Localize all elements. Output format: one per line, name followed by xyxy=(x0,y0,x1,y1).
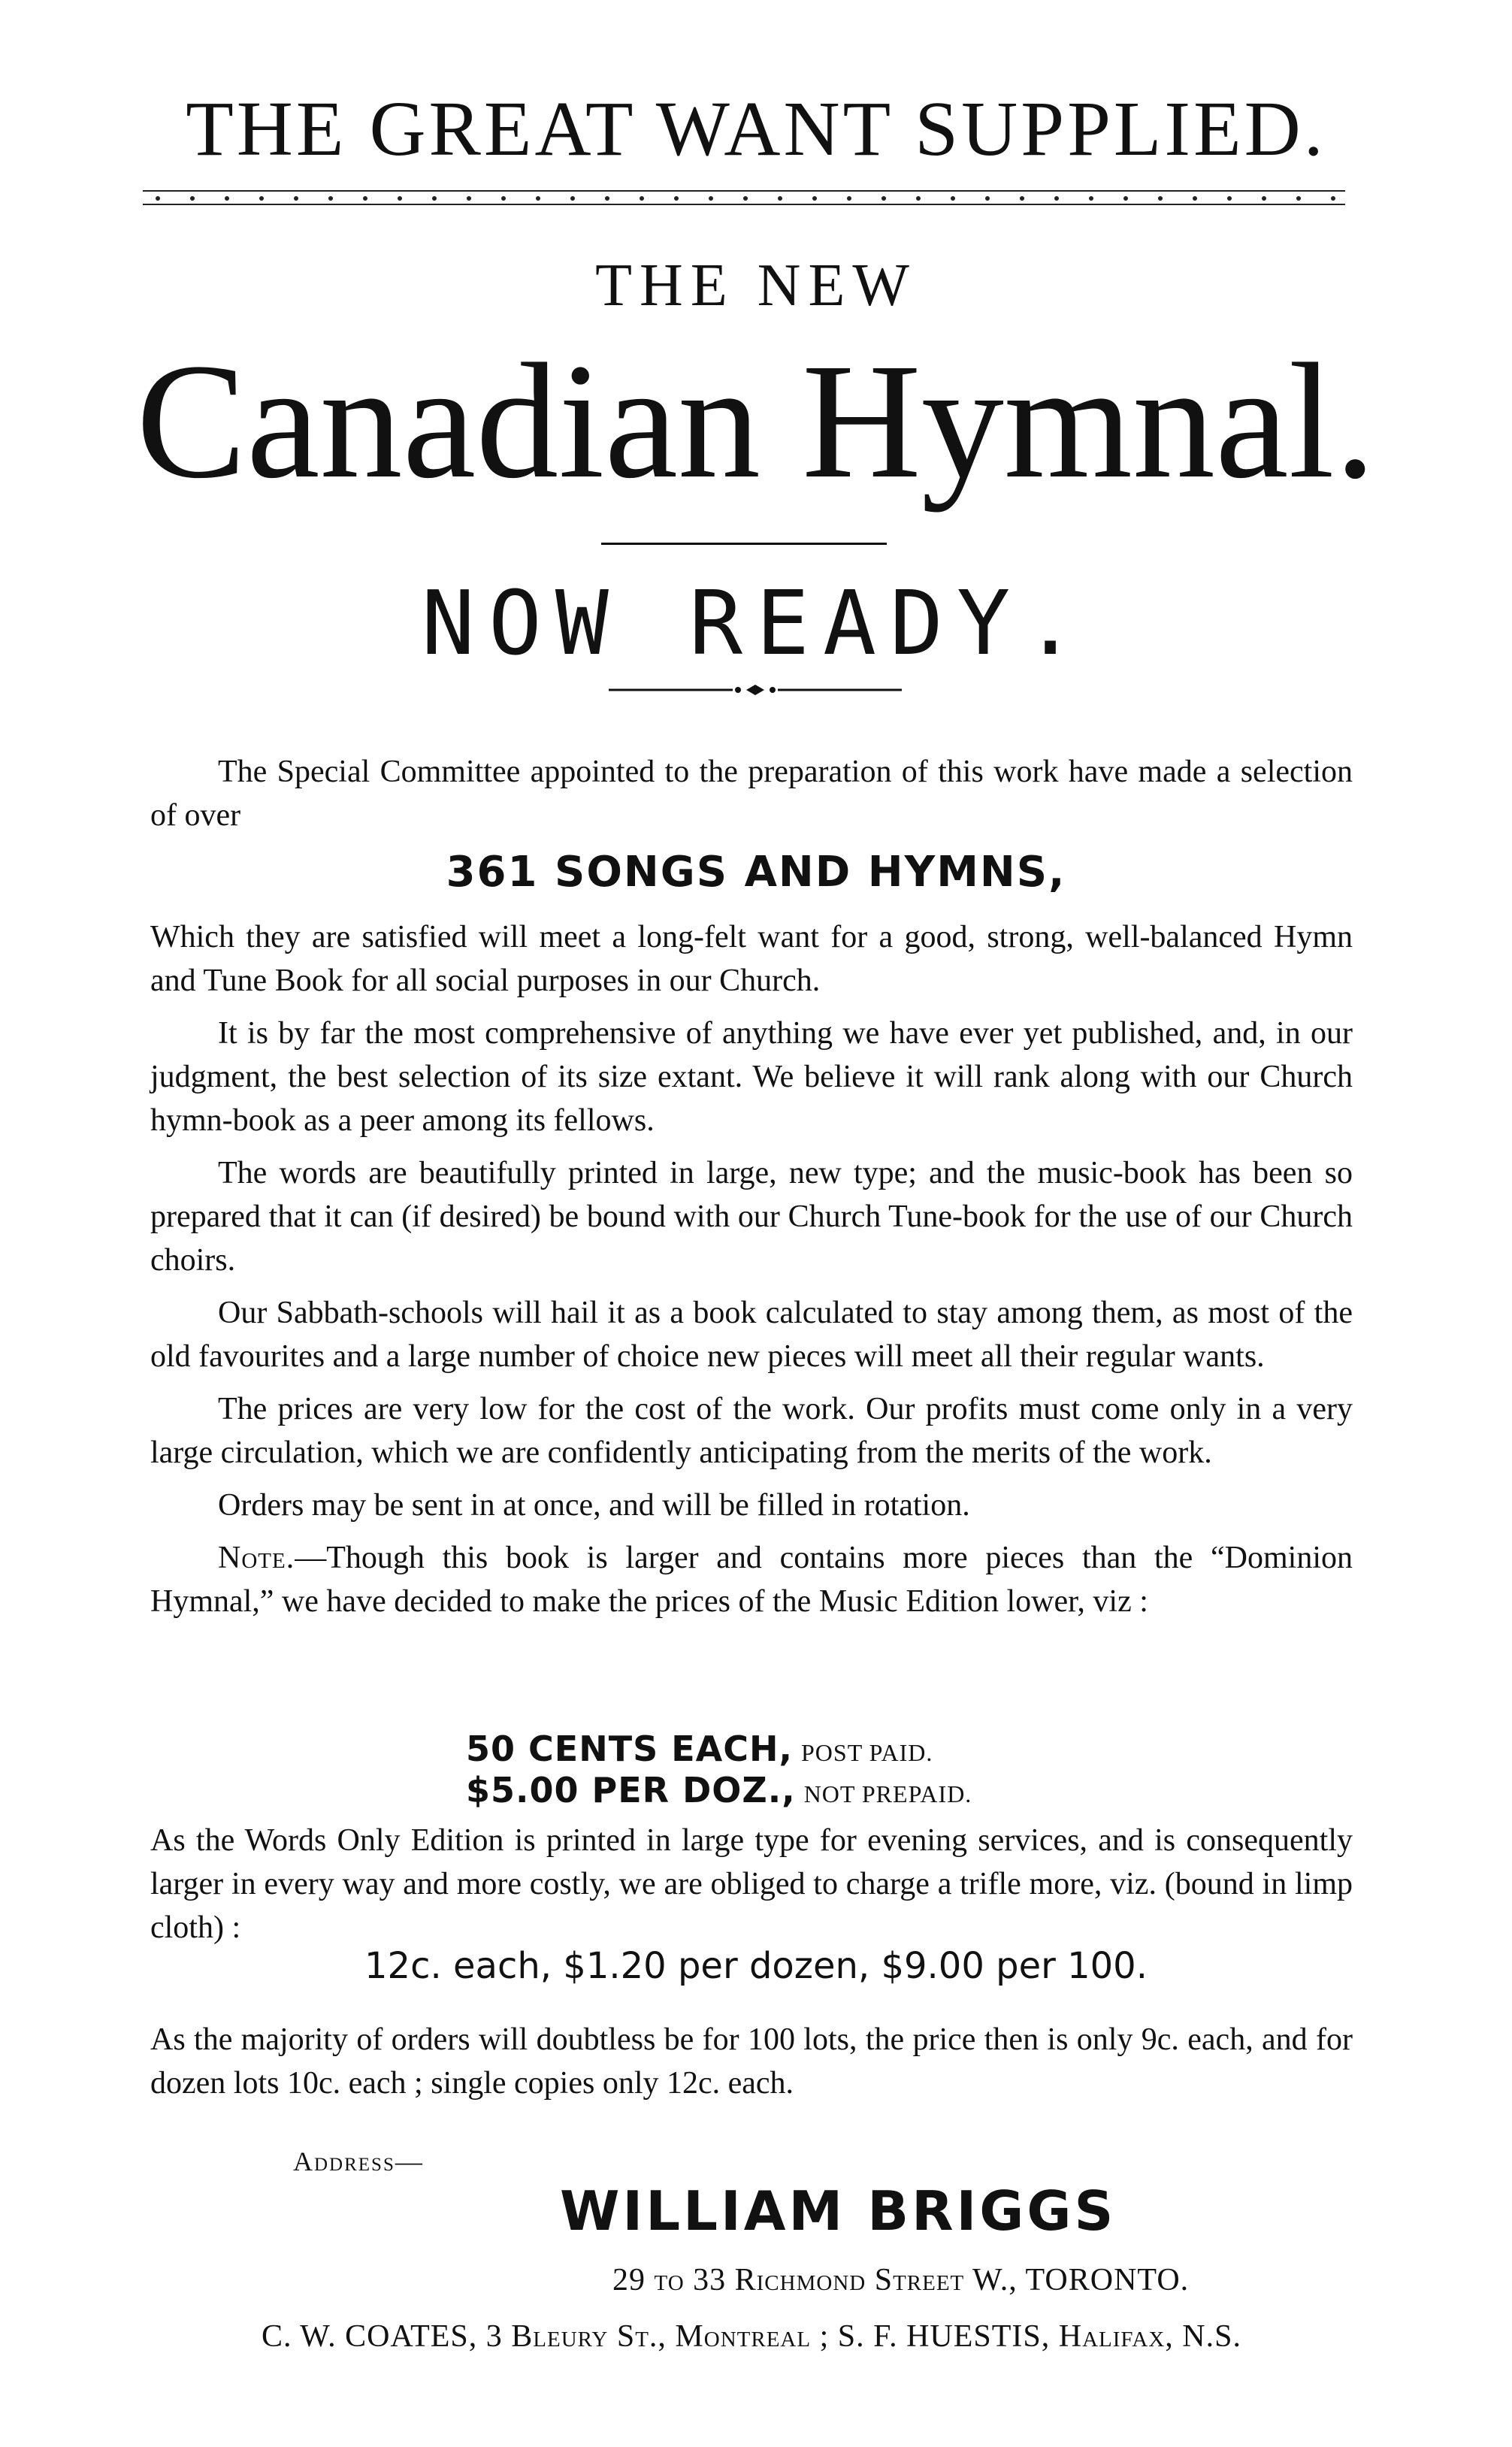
price-dozen: $5.00 PER DOZ., xyxy=(466,1770,796,1810)
price-each: 50 CENTS EACH, xyxy=(466,1729,793,1769)
music-price-each xyxy=(466,1729,933,1769)
rule-dot xyxy=(363,196,367,201)
price-each-terms: POST PAID. xyxy=(801,1739,933,1766)
rule-dot xyxy=(743,196,748,201)
publisher-address: 29 to 33 Richmond Street W., TORONTO. xyxy=(612,2263,1190,2297)
rule-dot xyxy=(190,196,195,201)
agents-line: C. W. COATES, 3 Bleury St., Montreal ; S. F. HUESTIS, Halifax, N.S. xyxy=(262,2319,1241,2354)
note-paragraph xyxy=(150,1536,1353,1623)
dotted-rule xyxy=(143,188,1345,206)
rule-dot xyxy=(1296,196,1301,201)
rule-dot xyxy=(812,196,817,201)
intro-paragraph xyxy=(150,750,1353,837)
rule-dot xyxy=(225,196,229,201)
page-title: Canadian Hymnal. xyxy=(136,329,1376,513)
lots-text: As the majority of orders will doubtless be for 100 lots, the price then is only 9c. each, and for dozen lots 10c. each ; single copies only 12c. each. xyxy=(150,2022,1353,2101)
rule-dot xyxy=(570,196,575,201)
songs-count-heading: 361 SONGS AND HYMNS, xyxy=(446,848,1066,897)
words-edition-text: As the Words Only Edition is printed in large type for evening services, and is consequently larger in every way and more costly, we are obliged to charge a trifle more, viz. (bound in limp cloth) : xyxy=(150,1823,1353,1945)
note-text: —Though this book is larger and contains more pieces than the “Dominion Hymnal,” we have decided to make the prices of the Music Edition lower, viz : xyxy=(150,1541,1353,1619)
rule-dot xyxy=(709,196,713,201)
ornament-divider xyxy=(609,682,902,697)
status-heading: NOW READY. xyxy=(421,571,1091,675)
rule-dot xyxy=(847,196,851,201)
paragraph-5: The prices are very low for the cost of the work. Our profits must come only in a very large circulation, which we are confidently anticipating from the merits of the work. xyxy=(150,1392,1353,1470)
rule-dot xyxy=(1227,196,1232,201)
publisher-name: WILLIAM BRIGGS xyxy=(560,2179,1117,2243)
rule-dot xyxy=(1193,196,1197,201)
music-price-dozen xyxy=(466,1770,972,1810)
intro-text: The Special Committee appointed to the preparation of this work have made a selection of over xyxy=(150,755,1353,833)
rule-dot xyxy=(674,196,679,201)
rule-dot xyxy=(916,196,921,201)
rule-dot xyxy=(501,196,506,201)
rule-dot xyxy=(778,196,782,201)
rule-dot xyxy=(398,196,402,201)
rule-dot xyxy=(1089,196,1093,201)
rule-dot xyxy=(1262,196,1266,201)
rule-dot xyxy=(985,196,990,201)
rule-dot xyxy=(1158,196,1163,201)
words-edition-paragraph xyxy=(150,1819,1353,1949)
headline: THE GREAT WANT SUPPLIED. xyxy=(186,86,1326,172)
rule-dot xyxy=(1054,196,1059,201)
body-paragraphs xyxy=(150,915,1353,1623)
words-edition-prices: 12c. each, $1.20 per dozen, $9.00 per 100. xyxy=(364,1945,1148,1987)
rule-dot xyxy=(259,196,264,201)
rule-dot xyxy=(1331,196,1335,201)
rule-dot xyxy=(951,196,955,201)
paragraph-6: Orders may be sent in at once, and will be filled in rotation. xyxy=(218,1488,970,1523)
rule-dot xyxy=(1123,196,1128,201)
rule-dot xyxy=(881,196,886,201)
rule-dot xyxy=(432,196,437,201)
rule-dot xyxy=(640,196,644,201)
divider-rule xyxy=(601,543,887,545)
price-dozen-terms: NOT PREPAID. xyxy=(803,1780,972,1807)
paragraph-4: Our Sabbath-schools will hail it as a book calculated to stay among them, as most of the old favourites and a large number of choice new pieces will meet all their regular wants. xyxy=(150,1296,1353,1374)
address-label: Address— xyxy=(293,2146,424,2176)
paragraph-1: Which they are satisfied will meet a long-felt want for a good, strong, well-balanced Hymn and Tune Book for all social purposes in our Church. xyxy=(150,920,1353,998)
lots-paragraph xyxy=(150,2018,1353,2105)
rule-dot xyxy=(467,196,471,201)
rule-dot xyxy=(294,196,298,201)
rule-dot xyxy=(605,196,609,201)
paragraph-3: The words are beautifully printed in large, new type; and the music-book has been so prepared that it can (if desired) be bound with our Church Tune-book for the use of our Church choirs. xyxy=(150,1156,1353,1278)
kicker-text: THE NEW xyxy=(595,253,917,319)
paragraph-2: It is by far the most comprehensive of anything we have ever yet published, and, in our judgment, the best selection of its size extant. We believe it will rank along with our Church hymn-book as a peer among its fellows. xyxy=(150,1016,1353,1138)
rule-dot xyxy=(328,196,333,201)
note-label: Note. xyxy=(218,1541,295,1575)
rule-dot xyxy=(536,196,540,201)
rule-dot xyxy=(1020,196,1024,201)
rule-dot xyxy=(156,196,160,201)
